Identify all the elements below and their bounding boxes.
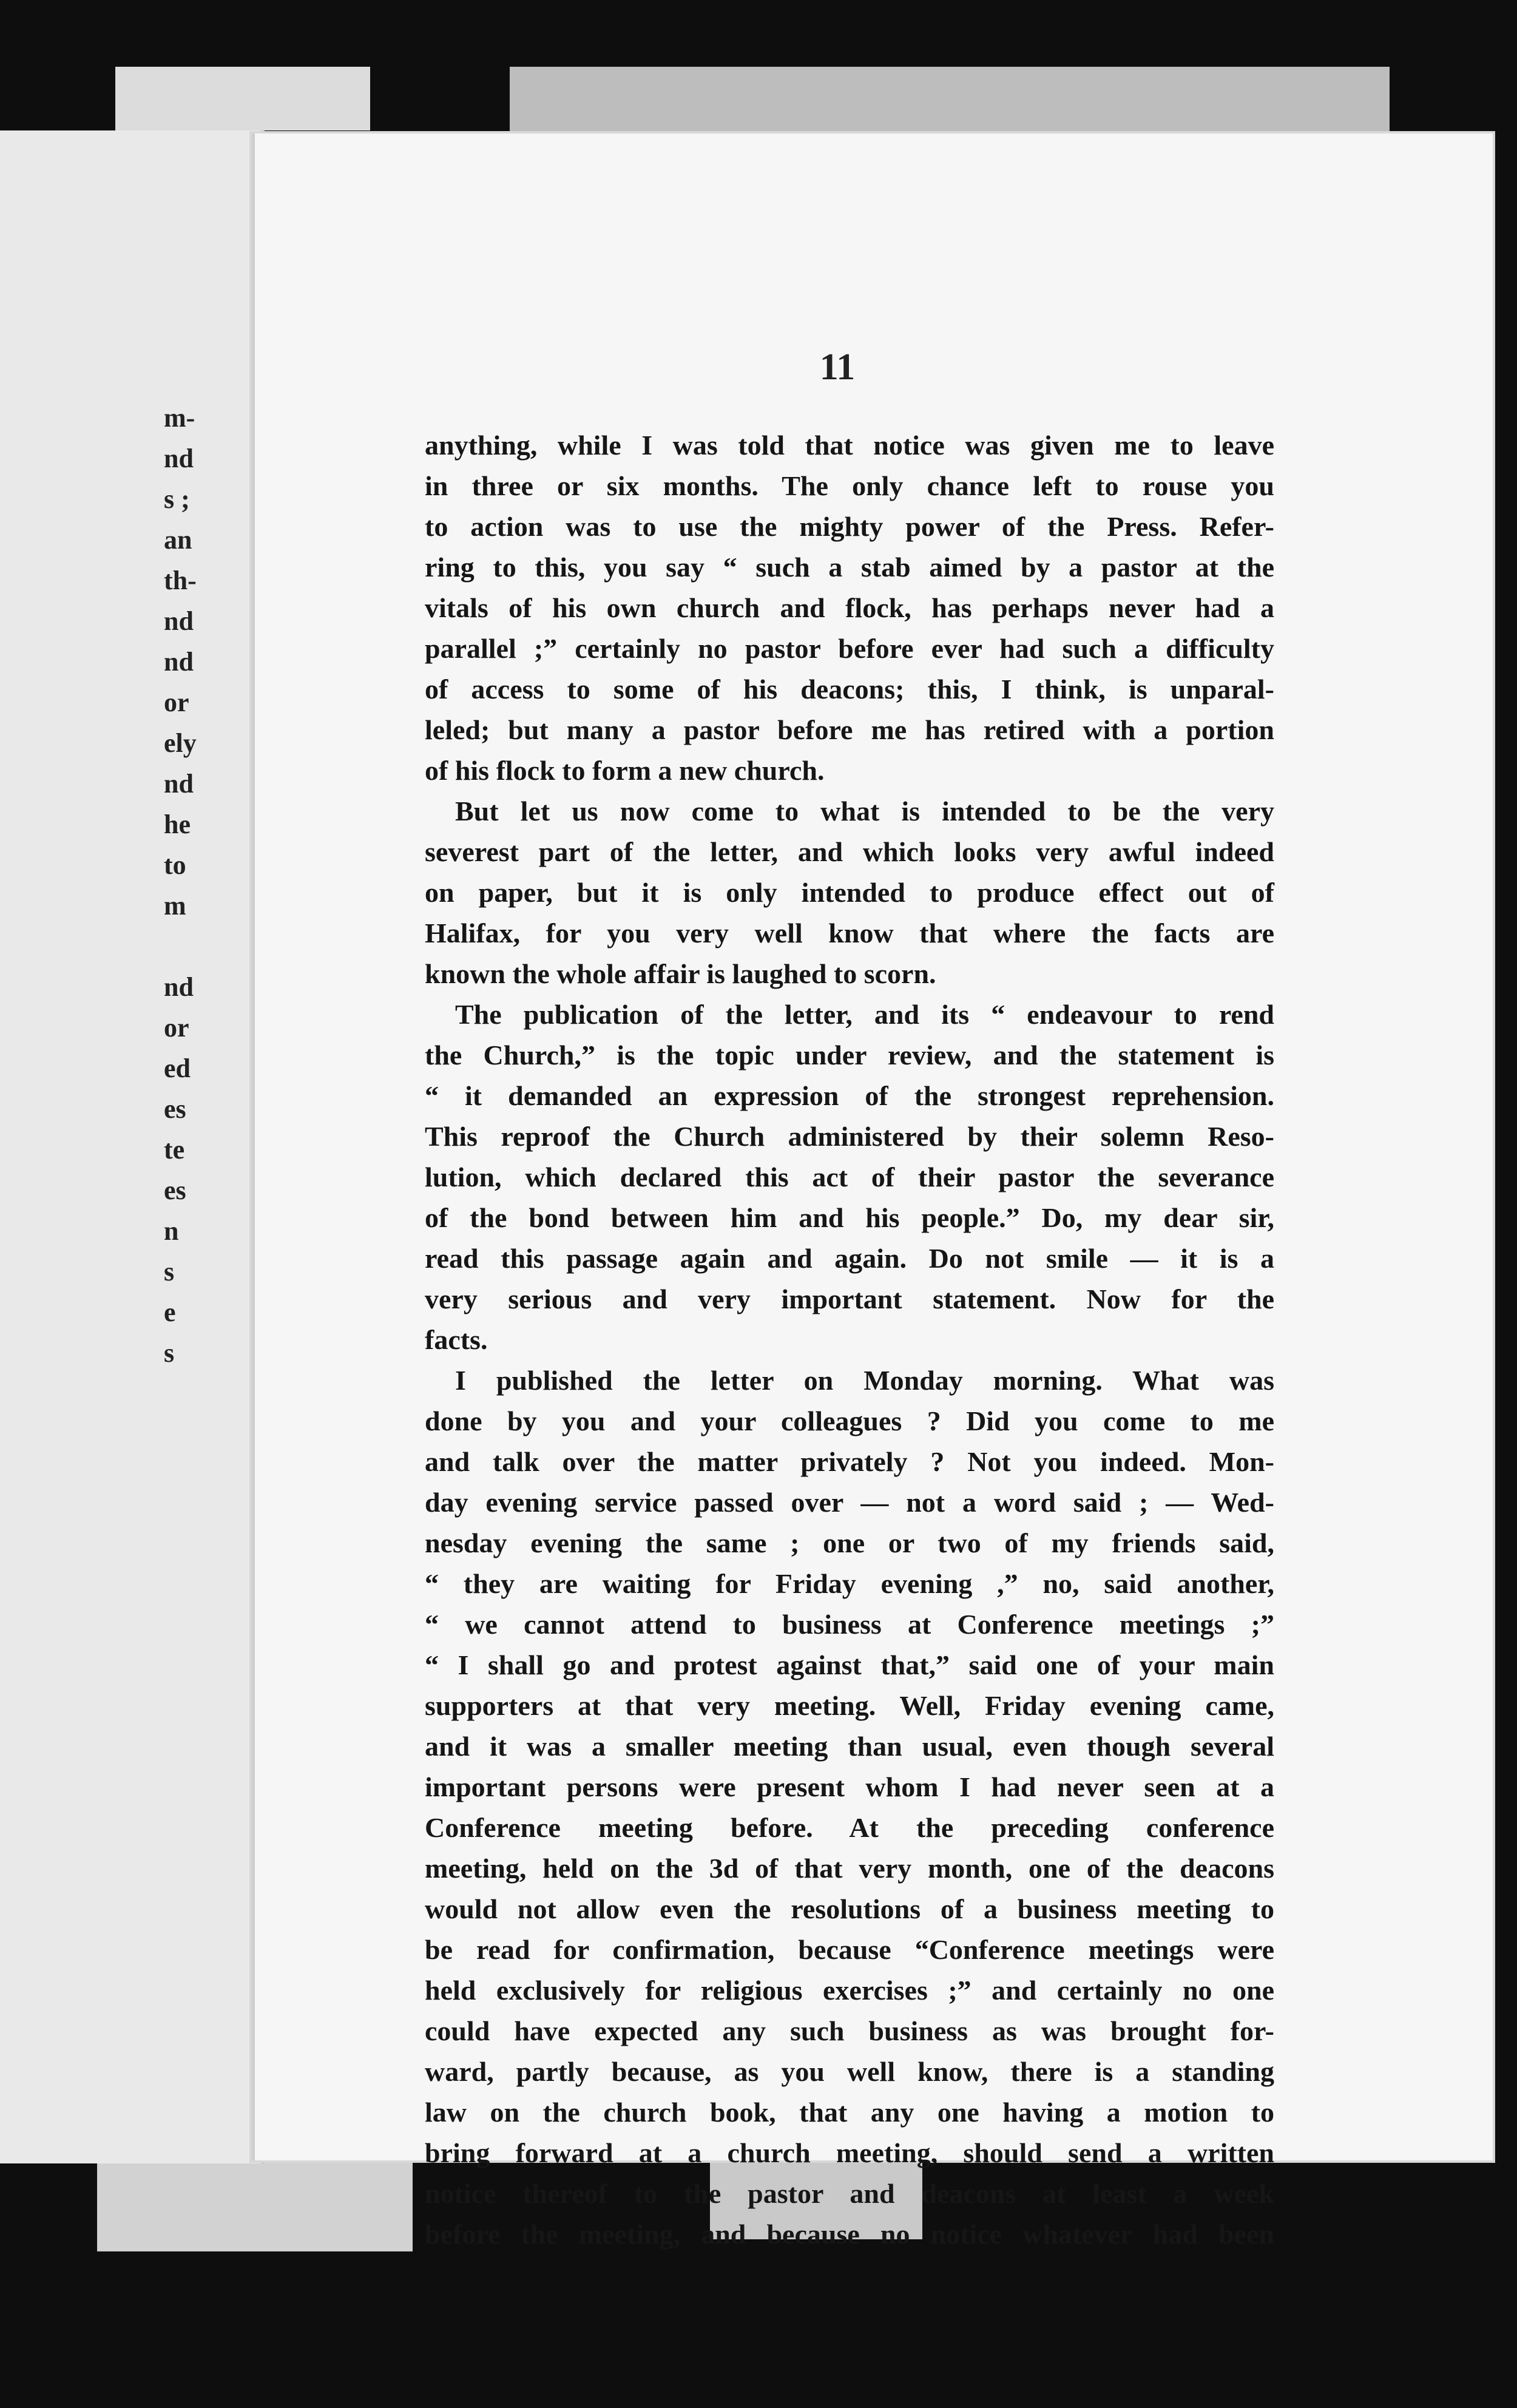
left-page-fragment: nd — [164, 972, 194, 1002]
text-line: would not allow even the resolutions of a business meeting to — [425, 1893, 1274, 1924]
text-line: Conference meeting before. At the preceding conference — [425, 1812, 1274, 1843]
left-page-fragment: an — [164, 525, 192, 555]
text-line: of his flock to form a new church. — [425, 755, 825, 786]
text-line: This reproof the Church administered by their solemn Reso- — [425, 1121, 1274, 1152]
text-line: I published the letter on Monday morning. What was — [455, 1365, 1274, 1396]
left-page-fragment: s — [164, 1257, 175, 1287]
text-line: “ we cannot attend to business at Conference meetings ;” — [425, 1609, 1274, 1640]
text-line: facts. — [425, 1324, 488, 1355]
text-line: meeting, held on the 3d of that very month, one of the deacons — [425, 1853, 1274, 1884]
text-line: “ they are waiting for Friday evening ,” no, said another, — [425, 1568, 1274, 1599]
left-page-fragment: ed — [164, 1054, 191, 1083]
left-page-fragment: or — [164, 688, 189, 717]
left-page-fragment: s ; — [164, 484, 190, 514]
left-page-fragment: nd — [164, 606, 194, 636]
left-page-fragment: ely — [164, 728, 197, 758]
left-page-fragment: nd — [164, 647, 194, 677]
left-page-fragment: nd — [164, 769, 194, 799]
text-line: Halifax, for you very well know that where the facts are — [425, 918, 1274, 949]
text-line: held exclusively for religious exercises ;” and certainly no one — [425, 1975, 1274, 2006]
text-line: in three or six months. The only chance left to rouse you — [425, 470, 1274, 501]
left-page-fragment: n — [164, 1216, 179, 1246]
left-page — [0, 130, 265, 2163]
left-page-fragment: es — [164, 1094, 186, 1124]
left-page-fragment: e — [164, 1297, 176, 1327]
text-line: and it was a smaller meeting than usual, even though several — [425, 1731, 1274, 1762]
left-page-fragment — [164, 926, 237, 967]
text-line: the Church,” is the topic under review, and the statement is — [425, 1040, 1274, 1070]
text-line: before the meeting, and because no notice whatever had been — [425, 2219, 1274, 2250]
text-line: be read for confirmation, because “Conference meetings were — [425, 1934, 1274, 1965]
left-page-fragment: to — [164, 850, 186, 880]
text-line: vitals of his own church and flock, has perhaps never had a — [425, 592, 1274, 623]
left-page-fragment: nd — [164, 444, 194, 473]
text-line: “ it demanded an expression of the strongest reprehension. — [425, 1080, 1274, 1111]
top-page-edge-right — [510, 67, 1390, 134]
text-line: “ I shall go and protest against that,” said one of your main — [425, 1649, 1274, 1680]
text-line: nesday evening the same ; one or two of my friends said, — [425, 1527, 1274, 1558]
bottom-page-edge — [97, 2160, 413, 2251]
text-line: done by you and your colleagues ? Did you come to me — [425, 1405, 1274, 1436]
text-line: ring to this, you say “ such a stab aimed by a pastor at the — [425, 552, 1274, 583]
text-line: ward, partly because, as you well know, there is a standing — [425, 2056, 1274, 2087]
text-line: But let us now come to what is intended to be the very — [455, 796, 1274, 827]
text-line: on paper, but it is only intended to produce effect out of — [425, 877, 1274, 908]
text-line: and talk over the matter privately ? Not you indeed. Mon- — [425, 1446, 1274, 1477]
text-line: notice thereof to the pastor and deacons at least a week — [425, 2178, 1274, 2209]
text-line: parallel ;” certainly no pastor before ever had such a difficulty — [425, 633, 1274, 664]
text-line: supporters at that very meeting. Well, Friday evening came, — [425, 1690, 1274, 1721]
left-page-fragment: te — [164, 1135, 185, 1165]
text-line: very serious and very important statement. Now for the — [425, 1283, 1274, 1314]
text-line: leled; but many a pastor before me has retired with a portion — [425, 714, 1274, 745]
text-line: anything, while I was told that notice was given me to leave — [425, 430, 1274, 461]
page-number: 11 — [819, 347, 856, 388]
left-page-fragment: or — [164, 1013, 189, 1043]
top-page-edge — [115, 67, 370, 130]
left-page-fragment: m — [164, 891, 186, 921]
left-page-fragment: m- — [164, 403, 195, 433]
left-page-fragment: th- — [164, 566, 197, 595]
text-line: day evening service passed over — not a word said ; — Wed- — [425, 1487, 1274, 1518]
text-line: bring forward at a church meeting, should send a written — [425, 2137, 1274, 2168]
text-line: of access to some of his deacons; this, I think, is unparal- — [425, 674, 1274, 705]
left-page-fragment: es — [164, 1175, 186, 1205]
left-page-fragment: he — [164, 810, 191, 839]
text-line: important persons were present whom I had never seen at a — [425, 1771, 1274, 1802]
text-line: to action was to use the mighty power of the Press. Refer- — [425, 511, 1274, 542]
left-page-fragment: s — [164, 1338, 175, 1368]
text-line: could have expected any such business as was brought for- — [425, 2015, 1274, 2046]
text-line: lution, which declared this act of their pastor the severance — [425, 1162, 1274, 1192]
text-line: read this passage again and again. Do not smile — it is a — [425, 1243, 1274, 1274]
text-line: known the whole affair is laughed to scorn. — [425, 958, 936, 989]
text-line: severest part of the letter, and which looks very awful indeed — [425, 836, 1274, 867]
text-line: of the bond between him and his people.” Do, my dear sir, — [425, 1202, 1274, 1233]
text-line: law on the church book, that any one having a motion to — [425, 2097, 1274, 2128]
left-page-text-fragments — [164, 397, 237, 1373]
body-text — [425, 425, 1274, 2254]
text-line: The publication of the letter, and its “ endeavour to rend — [455, 999, 1274, 1030]
